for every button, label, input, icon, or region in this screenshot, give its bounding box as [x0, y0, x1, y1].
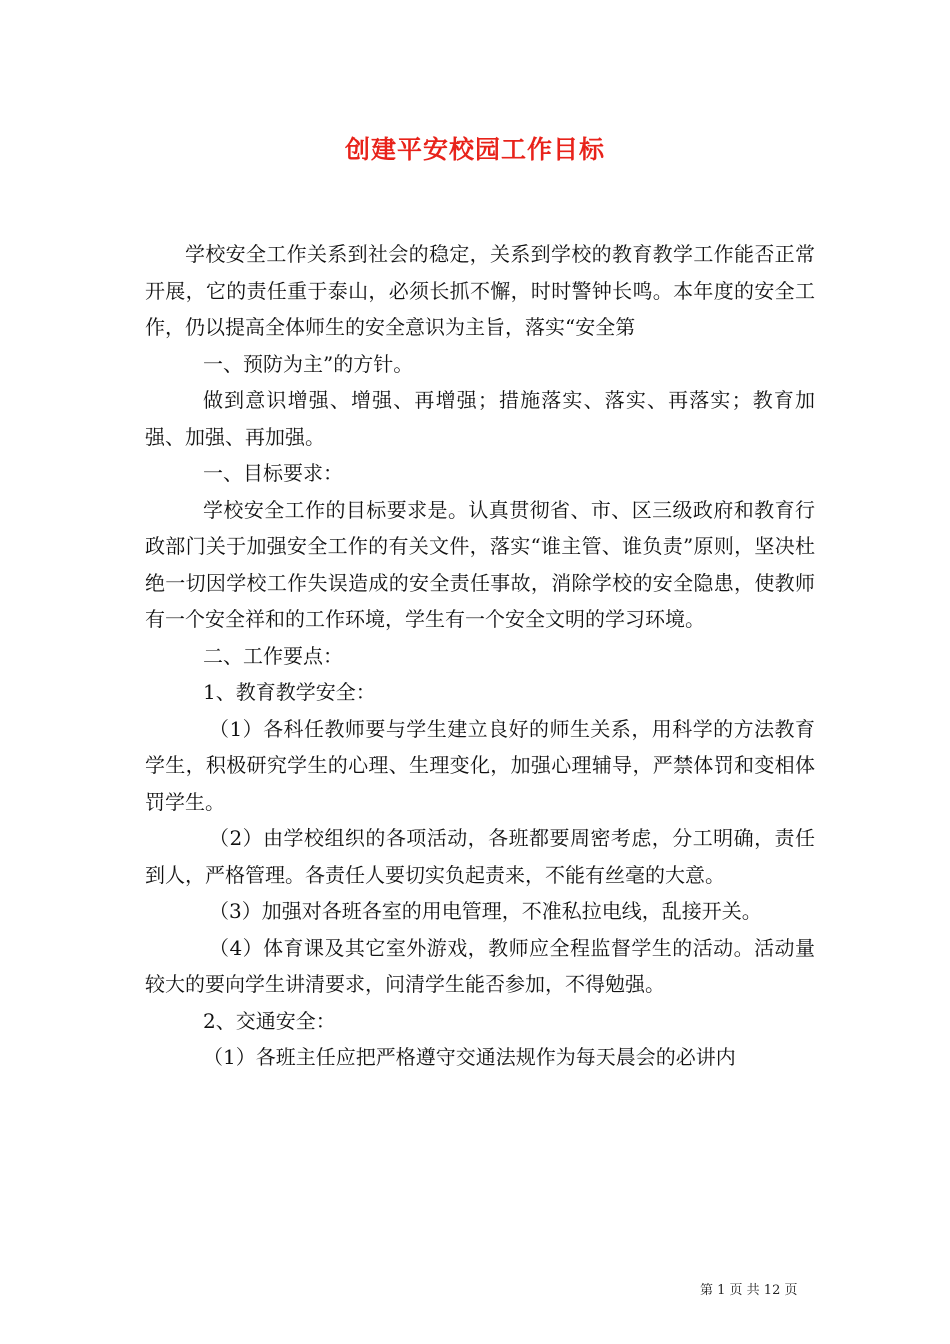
heading-teaching-safety: 1、教育教学安全：: [203, 680, 376, 704]
document-title: 创建平安校园工作目标: [344, 135, 605, 164]
item-teaching-3: （3）加强对各班各室的用电管理，不准私拉电线，乱接开关。: [209, 899, 762, 923]
paragraph-goals: 学校安全工作的目标要求是。认真贯彻省、市、区三级政府和教育行政部门关于加强安全工作的有关文件，落实“谁主管、谁负责”原则，坚决杜绝一切因学校工作失误造成的安全责任事故，消除学校的安全隐患，使教师有一个安全祥和的工作环境，学生有一个安全文明的学习环境。: [145, 497, 815, 631]
item-teaching-1: （1）各科任教师要与学生建立良好的师生关系，用科学的方法教育学生，积极研究学生的心理、生理变化，加强心理辅导，严禁体罚和变相体罚学生。: [145, 716, 815, 814]
document-body: [145, 236, 815, 1076]
item-traffic-1: （1）各班主任应把严格遵守交通法规作为每天晨会的必讲内: [203, 1045, 736, 1069]
paragraph-intro: 学校安全工作关系到社会的稳定，关系到学校的教育教学工作能否正常开展，它的责任重于泰山，必须长抓不懈，时时警钟长鸣。本年度的安全工作，仍以提高全体师生的安全意识为主旨，落实“安全第: [145, 242, 815, 339]
heading-traffic-safety: 2、交通安全：: [203, 1008, 336, 1033]
item-teaching-4: （4）体育课及其它室外游戏，教师应全程监督学生的活动。活动量较大的要向学生讲清要求，问清学生能否参加，不得勉强。: [145, 935, 815, 996]
page-number-footer: 第 1 页 共 12 页: [700, 1283, 798, 1298]
paragraph-measures: 做到意识增强、增强、再增强；措施落实、落实、再落实；教育加强、加强、再加强。: [145, 388, 815, 449]
heading-goals: 一、目标要求：: [203, 461, 343, 485]
paragraph-policy: 一、预防为主”的方针。: [203, 351, 414, 376]
heading-key-points: 二、工作要点：: [203, 643, 343, 668]
item-teaching-2: （2）由学校组织的各项活动，各班都要周密考虑，分工明确，责任到人，严格管理。各责任人要切实负起责来，不能有丝毫的大意。: [145, 826, 815, 887]
